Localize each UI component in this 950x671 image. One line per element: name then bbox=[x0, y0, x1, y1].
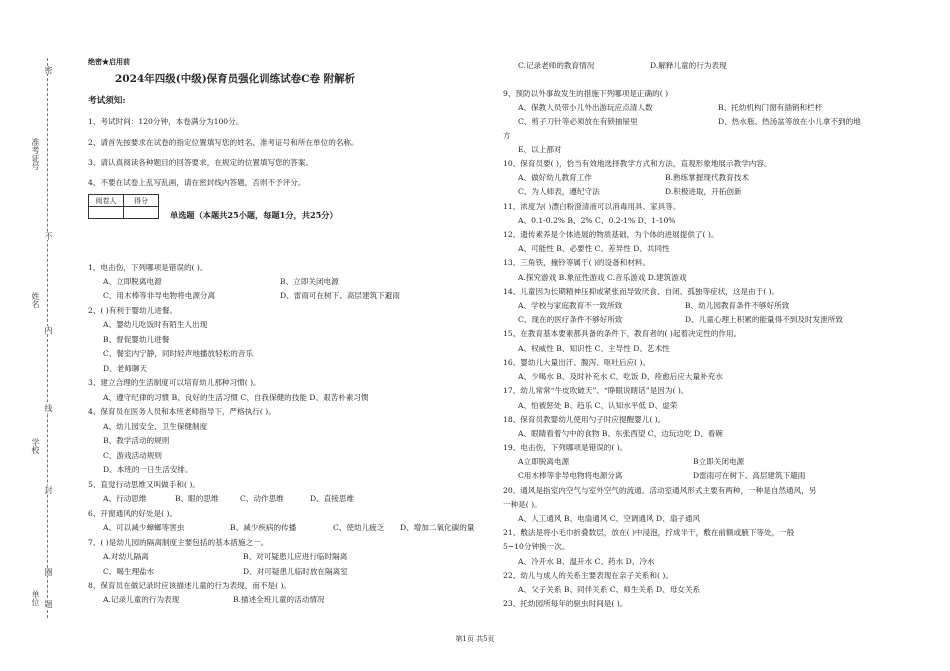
option: A.探究游戏 B.象征性游戏 C.音乐游戏 D.建筑游戏 bbox=[518, 273, 687, 282]
option: D、增加二氧化碳的量 bbox=[400, 523, 475, 532]
option: C.记录老师的教育情况 bbox=[518, 61, 595, 70]
option: B.熟练掌握现代教育技术 bbox=[665, 173, 749, 182]
option: B、幼儿园教育条件不够好所致 bbox=[685, 301, 790, 310]
notice-item: 2、请首先按要求在试卷的指定位置填写您的姓名、准考证号和所在单位的名称。 bbox=[88, 138, 359, 147]
option: D、对可疑患儿临时放在隔离室 bbox=[243, 567, 348, 576]
score-cell[interactable] bbox=[124, 207, 159, 219]
seal-line bbox=[47, 58, 48, 618]
question-line: 一种是( )。 bbox=[503, 500, 542, 509]
option: B、督促婴幼儿进餐 bbox=[103, 335, 170, 344]
question-line: 7、( )是幼儿园的隔离制度主要包括的基本措施之一。 bbox=[88, 538, 269, 547]
option: A、眼睛看着勺中的食物 B、东张西望 C、边玩边吃 D、看碗 bbox=[518, 429, 723, 438]
binding-label-name: 姓名 bbox=[31, 292, 40, 308]
option: 方 bbox=[503, 131, 511, 140]
option: D、直接思维 bbox=[310, 494, 355, 503]
option: D.积极进取，开拓创新 bbox=[665, 187, 742, 196]
seal-char: 密 bbox=[44, 66, 53, 74]
question-line: 22、幼儿与成人的关系主要表现在亲子关系和( )。 bbox=[503, 571, 673, 580]
seal-char: 不 bbox=[44, 232, 53, 240]
option: A、少喝水 B、及时补充水 C、吃饭 D、痊愈后应大量补充水 bbox=[518, 372, 723, 381]
question-line: 9、预防以外事故发生的措施下列哪项是正确的( ) bbox=[503, 89, 669, 98]
option: A、保教人员带小儿外出游玩应点清人数 bbox=[518, 103, 653, 112]
seal-char: 圈 bbox=[44, 568, 53, 576]
option: D、本班的一日生活安排。 bbox=[103, 465, 193, 474]
question-line: 23、托幼园所每年的驱虫时间是( )。 bbox=[503, 599, 628, 608]
option: A、做好幼儿教育工作 bbox=[518, 173, 592, 182]
option: A、可能性 B、必要性 C、差异性 D、共同性 bbox=[518, 244, 670, 253]
option: C、剪子刀针等必须放在有锁抽屉里 bbox=[518, 117, 638, 126]
option: A、0.1-0.2% B、2% C、0.2-1% D、1-10% bbox=[518, 216, 676, 225]
option: B立即关闭电源 bbox=[693, 457, 745, 466]
option: B.描述全班儿童的活动情况 bbox=[233, 595, 325, 604]
question-line: 13、三角铁，撞铃等属于( )的设备和材料。 bbox=[503, 258, 651, 267]
question-line: 21、敷法是将小毛巾折叠数层，放在( )中浸泡，拧成半干，敷在前额或腋下等处，一般 bbox=[503, 528, 795, 537]
option: C、用木棒等非导电物将电源分离 bbox=[103, 291, 216, 300]
option: B、立即关闭电源 bbox=[280, 277, 339, 286]
question-line: 20、通风是指室内空气与室外空气的流通。活动室通风形式主要有两种，一种是自然通风，另 bbox=[503, 486, 817, 495]
reviewer-cell[interactable] bbox=[89, 207, 124, 219]
option: A、人工通风 B、电扇通风 C、空调通风 D、扇子通风 bbox=[518, 514, 701, 523]
option: B、托幼机构门窗有插销和栏杆 bbox=[718, 103, 823, 112]
option: D、老师聊天 bbox=[103, 364, 148, 373]
option: A、行动思维 bbox=[103, 494, 147, 503]
option: A、遵守纪律的习惯 B、良好的生活习惯 C、自我保健的技能 D、艰苦朴素习惯 bbox=[103, 393, 369, 402]
question-line: 17、幼儿常常“牛皮吹破天”、“睁眼说瞎话”是因为( )。 bbox=[503, 386, 689, 395]
option: C用木棒等非导电物将电源分离 bbox=[518, 471, 623, 480]
option: C、餐室内宁静，同时轻声地播放轻松的音乐 bbox=[103, 349, 254, 358]
question-line: 1、电击伤，下列哪项是错误的( )。 bbox=[88, 263, 208, 272]
option: D.解释儿童的行为表现 bbox=[650, 61, 727, 70]
question-line: 19、电击伤，下列哪项是错误的( )。 bbox=[503, 443, 628, 452]
option: A.记录儿童的行为表现 bbox=[103, 595, 180, 604]
seal-char: 题 bbox=[44, 600, 53, 608]
option: B、对可疑患儿应进行临时隔离 bbox=[243, 552, 348, 561]
question-line: 14、儿童因为长期精神压抑或紧张而导致厌食、自闭、孤独等症状，这是由于( )。 bbox=[503, 287, 780, 296]
question-line: 4、保育员在医务人员和本班老师指导下，严格执行( )。 bbox=[88, 407, 276, 416]
notice-item: 3、请认真阅读各种题目的回答要求，在规定的位置填写您的答案。 bbox=[88, 158, 314, 167]
reviewer-header: 阅卷人 bbox=[89, 195, 124, 207]
notice-item: 1、考试时间：120分钟，本卷满分为100分。 bbox=[88, 117, 244, 126]
option: A、怕被惩处 B、趋乐 C、认知水平低 D、虚荣 bbox=[518, 401, 678, 410]
option: C、为人师表，遵纪守法 bbox=[518, 187, 600, 196]
option: C、现在的医疗条件不够好所致 bbox=[518, 315, 623, 324]
notice-item: 4、不要在试卷上乱写乱画，请在密封线内答题，否则不予评分。 bbox=[88, 178, 306, 187]
option: A、权威性 B、知识性 C、主导性 D、艺术性 bbox=[518, 344, 670, 353]
option: A立即脱离电源 bbox=[518, 457, 570, 466]
option: A、可以减少蟑螂等害虫 bbox=[103, 523, 185, 532]
option: A、父子关系 B、同伴关系 C、师生关系 D、母女关系 bbox=[518, 585, 701, 594]
score-table bbox=[88, 194, 159, 219]
option: D、雷雨可在树下、高层建筑下避雨 bbox=[280, 291, 400, 300]
score-header: 得分 bbox=[124, 195, 159, 207]
question-line: 5、直觉行动思维又叫做手和( )。 bbox=[88, 480, 200, 489]
option: C、使幼儿疲乏 bbox=[333, 523, 385, 532]
paper-title: 2024年四级(中级)保育员强化训练试卷C卷 附解析 bbox=[115, 73, 356, 85]
binding-label-exam-number: 准考证号 bbox=[31, 138, 40, 170]
option: A、学校与家庭教育不一致所致 bbox=[518, 301, 623, 310]
seal-char: 内 bbox=[44, 326, 53, 334]
option: B、眼的思维 bbox=[175, 494, 219, 503]
option: D雷雨可在树下、高层建筑下避雨 bbox=[693, 471, 806, 480]
option: A.对幼儿隔离 bbox=[103, 552, 149, 561]
question-line: 16、婴幼儿大量出汗、腹泻、呕吐后应( )。 bbox=[503, 358, 651, 367]
question-line: 6、开窗通风的好处是( )。 bbox=[88, 509, 178, 518]
option: A、婴幼儿吃饭时有陌生人出现 bbox=[103, 320, 208, 329]
seal-char: 线 bbox=[44, 404, 53, 412]
option: C、游戏活动规则 bbox=[103, 451, 162, 460]
option: B、教学活动的规则 bbox=[103, 436, 170, 445]
option: A、立即脱离电源 bbox=[103, 277, 162, 286]
option: E、以上都对 bbox=[518, 145, 562, 154]
page-footer: 第1页 共5页 bbox=[455, 635, 495, 643]
question-line: 15、在教育基本要素都具备的条件下，教育者的( )起着决定性的作用。 bbox=[503, 329, 742, 338]
question-line: 8、保育员在做记录时应该描述儿童的行为表现，而不是( )。 bbox=[88, 581, 292, 590]
question-line: 11、浓度为( )漂白粉澄清液可以消毒用具、家具等。 bbox=[503, 202, 681, 211]
option: B、减少疾病的传播 bbox=[230, 523, 297, 532]
option: D、儿童心理上积累的能量得不到及时发泄所致 bbox=[685, 315, 843, 324]
option: A、冷开水 B、温开水 C、药水 D、冷水 bbox=[518, 557, 655, 566]
question-line: 2、( )有利于婴幼儿进餐。 bbox=[88, 306, 178, 315]
option: C、动作思维 bbox=[240, 494, 284, 503]
question-line: 18、保育员教婴幼儿使用勺子时应提醒婴儿( )。 bbox=[503, 415, 666, 424]
question-line: 5~10分钟换一次。 bbox=[503, 542, 570, 551]
option: D、热水瓶、热汤盆等放在小儿拿不到的地 bbox=[718, 117, 861, 126]
question-line: 3、建立合理的生活制度可以培育幼儿那种习惯( )。 bbox=[88, 378, 261, 387]
section-title: 单选题（本题共25小题，每题1分，共25分） bbox=[170, 210, 338, 220]
seal-char: 封 bbox=[44, 486, 53, 494]
binding-label-unit: 单位 bbox=[31, 590, 40, 606]
secret-label: 绝密★启用前 bbox=[88, 57, 130, 66]
binding-label-school: 学校 bbox=[31, 438, 40, 454]
option: A、幼儿园安全、卫生保健制度 bbox=[103, 422, 208, 431]
question-line: 12、遗传素养是个体进展的物质基础，为个体的进展提供了( )。 bbox=[503, 230, 719, 239]
option: C、喝生理盐水 bbox=[103, 567, 155, 576]
notice-heading: 考试须知: bbox=[88, 96, 126, 106]
question-line: 10、保育员要( )，恰当有效地选择教学方式和方法，直观形象地展示教学内容。 bbox=[503, 159, 772, 168]
